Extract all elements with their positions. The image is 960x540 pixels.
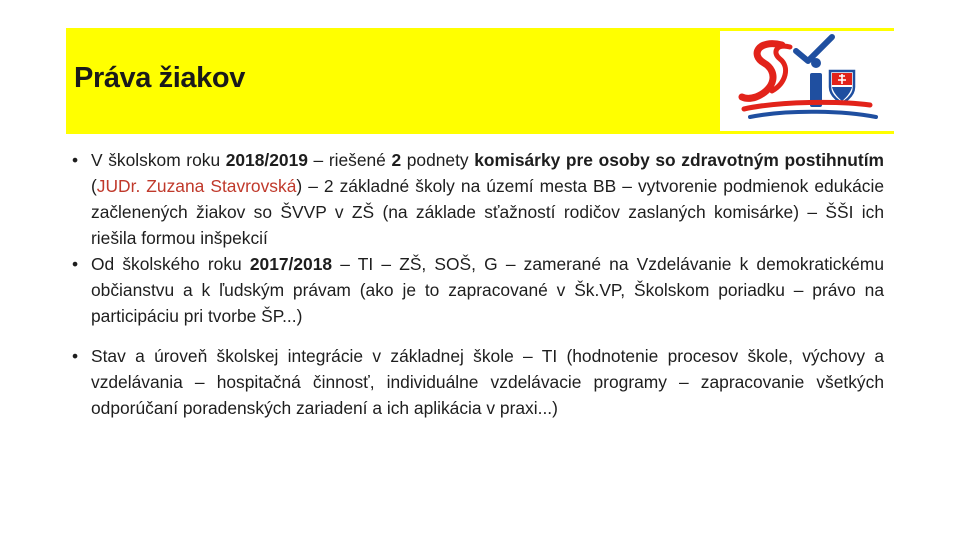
bullet-marker: • <box>72 346 79 366</box>
school-year-text: 2017/2018 <box>249 254 333 274</box>
bullet-marker: • <box>72 150 79 170</box>
bullet-text: ) – 2 základné školy na území mesta BB – vytvorenie podmienok edukácie začlenených žiakov so ŠVVP v ZŠ (na základe sťažností rodičov zaslaných komisárke) – ŠŠI ich riešila formou inšpekcií <box>91 176 885 248</box>
bullet-text: V školskom roku <box>91 150 226 170</box>
bullet-text: podnety <box>401 150 475 170</box>
bullet-text: ( <box>91 176 97 196</box>
bullet-list <box>72 147 884 421</box>
commissioner-text: komisárky pre osoby so zdravotným postihnutím <box>474 150 884 170</box>
bullet-text: Stav a úroveň školskej integrácie v základnej škole – TI (hodnotenie procesov škole, výchovy a vzdelávania – hospitačná činnosť, individuálne vzdelávacie programy – zapracovanie všetkých odporúčaní poradenských zariadení a ich aplikácia v praxi...) <box>91 346 884 418</box>
bullet-text: Od školského roku <box>91 254 250 274</box>
slide-title: Práva žiakov <box>74 62 245 94</box>
school-year-text: 2018/2019 <box>225 150 308 170</box>
bullet-marker: • <box>72 254 79 274</box>
ssi-logo-icon <box>720 31 894 131</box>
bullet-text: – TI – ZŠ, SOŠ, G – zamerané na Vzdelávanie k demokratickému občianstvu a k ľudským právam (ako je to zapracované v Šk.VP, Školskom poriadku – právo na participáciu pri tvorbe ŠP...) <box>91 254 884 326</box>
bullet-text: – riešené <box>307 150 392 170</box>
bullet-item-3 <box>72 343 884 421</box>
count-text: 2 <box>391 150 402 170</box>
bullet-item-2 <box>72 251 884 329</box>
bullet-item-1 <box>72 147 884 251</box>
logo <box>720 31 894 131</box>
person-name-text: JUDr. Zuzana Stavrovská <box>96 176 297 196</box>
